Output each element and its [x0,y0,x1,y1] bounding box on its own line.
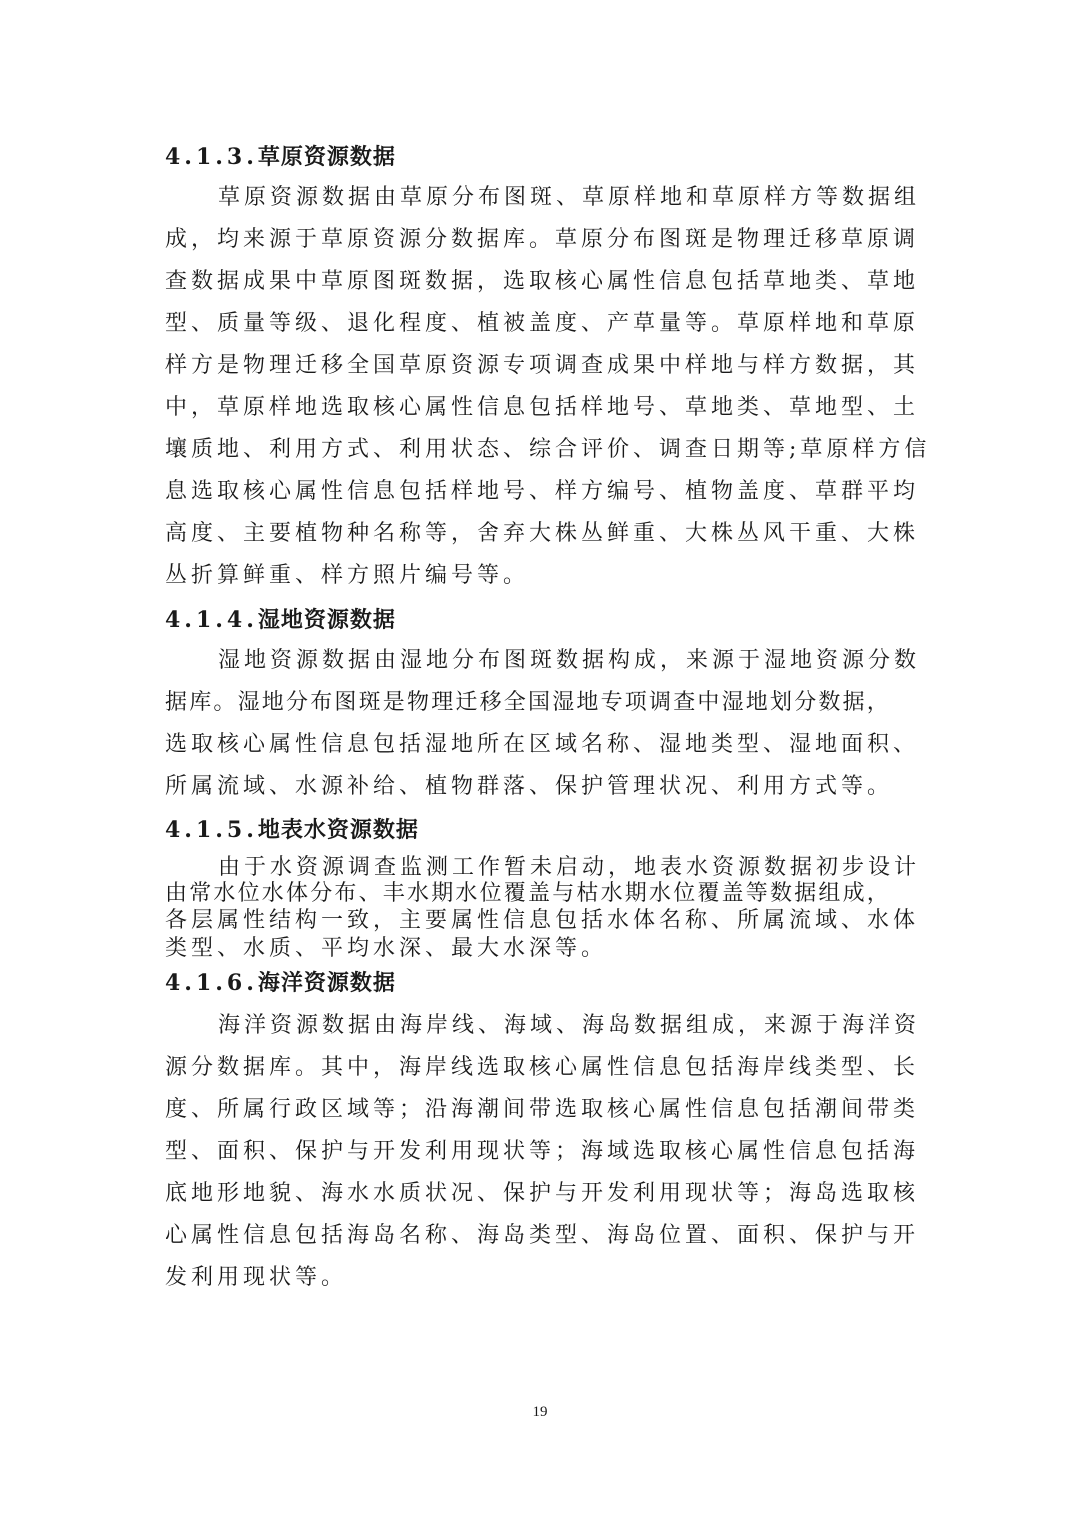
section-title: 地表水资源数据 [257,817,419,843]
section-title: 草原资源数据 [257,144,396,170]
paragraph-line: 湿地资源数据由湿地分布图斑数据构成，来源于湿地资源分数 [218,648,921,673]
paragraph-line: 高度、主要植物种名称等，舍弃大株丛鲜重、大株丛风干重、大株 [165,521,920,546]
paragraph-line: 中，草原样地选取核心属性信息包括样地号、草地类、草地型、土 [165,395,920,420]
paragraph-line: 由常水位水体分布、丰水期水位覆盖与枯水期水位覆盖等数据组成， [165,881,892,906]
paragraph-line: 据库。湿地分布图斑是物理迁移全国湿地专项调查中湿地划分数据， [165,690,892,715]
paragraph-line: 息选取核心属性信息包括样地号、样方编号、植物盖度、草群平均 [165,479,920,504]
section-number: 4.1.3. [165,144,258,170]
paragraph-line: 型、质量等级、退化程度、植被盖度、产草量等。草原样地和草原 [165,311,920,336]
paragraph-line: 成，均来源于草原资源分数据库。草原分布图斑是物理迁移草原调 [165,227,920,252]
paragraph-line: 所属流域、水源补给、植物群落、保护管理状况、利用方式等。 [165,774,894,799]
paragraph-line: 底地形地貌、海水水质状况、保护与开发利用现状等；海岛选取核 [165,1181,920,1206]
paragraph-line: 丛折算鲜重、样方照片编号等。 [165,563,530,588]
paragraph-line: 各层属性结构一致，主要属性信息包括水体名称、所属流域、水体 [165,908,920,933]
paragraph-line: 查数据成果中草原图斑数据，选取核心属性信息包括草地类、草地 [165,269,920,294]
paragraph-line: 由于水资源调查监测工作暂未启动，地表水资源数据初步设计 [218,855,921,880]
paragraph-line: 心属性信息包括海岛名称、海岛类型、海岛位置、面积、保护与开 [165,1223,920,1248]
page-number: 19 [532,1404,548,1420]
section-heading-ocean [165,968,925,998]
section-number: 4.1.5. [165,817,258,843]
paragraph-line: 源分数据库。其中，海岸线选取核心属性信息包括海岸线类型、长 [165,1055,920,1080]
paragraph-line: 型、面积、保护与开发利用现状等；海域选取核心属性信息包括海 [165,1139,920,1164]
paragraph-line: 度、所属行政区域等；沿海潮间带选取核心属性信息包括潮间带类 [165,1097,920,1122]
section-heading-grassland [165,142,925,172]
paragraph-line: 发利用现状等。 [165,1265,348,1290]
paragraph-line: 草原资源数据由草原分布图斑、草原样地和草原样方等数据组 [218,185,921,210]
section-number: 4.1.6. [165,970,258,996]
section-heading-surface-water [165,815,925,845]
section-title: 湿地资源数据 [257,607,396,633]
section-number: 4.1.4. [165,607,258,633]
section-title: 海洋资源数据 [257,970,396,996]
section-heading-wetland [165,605,925,635]
paragraph-line: 海洋资源数据由海岸线、海域、海岛数据组成，来源于海洋资 [218,1013,921,1038]
paragraph-line: 选取核心属性信息包括湿地所在区域名称、湿地类型、湿地面积、 [165,732,920,757]
paragraph-line: 样方是物理迁移全国草原资源专项调查成果中样地与样方数据，其 [165,353,920,378]
paragraph-line: 壤质地、利用方式、利用状态、综合评价、调查日期等;草原样方信 [165,437,931,462]
paragraph-line: 类型、水质、平均水深、最大水深等。 [165,936,608,961]
